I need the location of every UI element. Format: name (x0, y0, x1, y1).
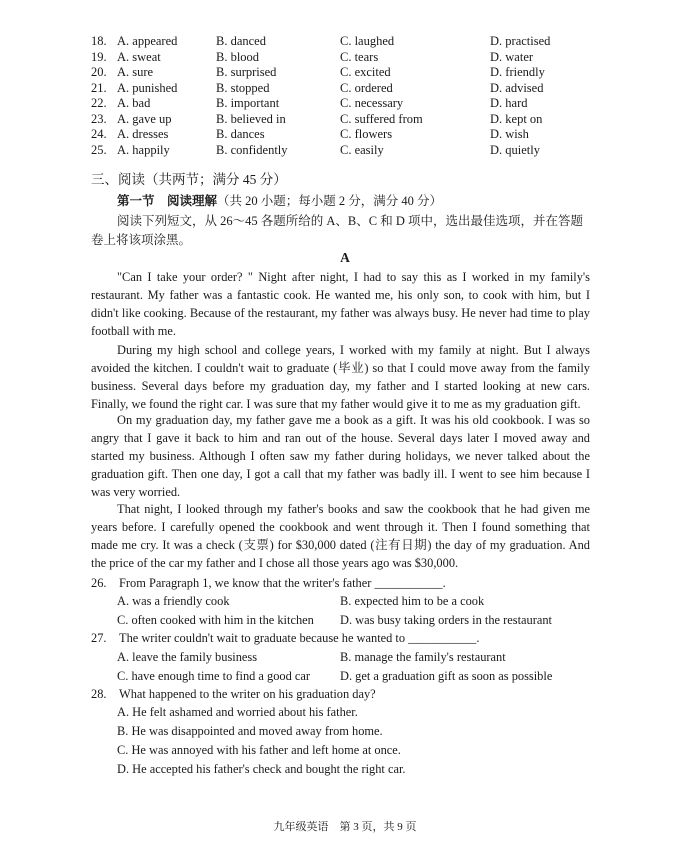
option-a: A. dresses (117, 127, 169, 141)
answer-option: A. leave the family business (117, 650, 258, 664)
paragraph: "Can I take your order? " Night after night, I had to say this as I worked in my family's restaurant. My father was a fantastic cook. He wanted me, his only son, to cook with him, but I didn't like cooking. Because of the restaurant, my father was always busy. He never had time to play football with me. (91, 270, 590, 338)
answer-option: D. He accepted his father's check and bought the right car. (117, 762, 406, 776)
option-c: C. tears (340, 49, 379, 64)
option-a: A. sweat (117, 49, 161, 64)
question-stem (91, 629, 479, 647)
question-number: 23. (91, 111, 107, 126)
option-b: B. stopped (216, 80, 270, 95)
question-text: What happened to the writer on his graduation day? (119, 687, 376, 701)
option-a: A. bad (117, 96, 151, 110)
question-text: The writer couldn't wait to graduate because he wanted to ___________. (119, 631, 480, 645)
question-number: 24. (91, 127, 107, 141)
answer-option: C. have enough time to find a good car (117, 669, 311, 683)
option-c: C. flowers (340, 127, 393, 141)
section-title: 三、阅读（共两节；满分 45 分） (91, 172, 287, 187)
page-footer: 九年级英语 第 3 页，共 9 页 (273, 821, 417, 833)
paragraph: On my graduation day, my father gave me a book as a gift. It was his old cookbook. I was so angry that I gave it back to him and ran out of the house. Several days later I moved away and started my business. Although I often saw my father during holidays, we never talked about the graduation gift. Then one day, I got a call that my father was badly ill. I went to see him because I was very worried. (91, 413, 590, 499)
answer-option: C. He was annoyed with his father and left home at once. (117, 743, 401, 757)
option-d: D. wish (490, 127, 529, 141)
option-d: D. water (490, 49, 534, 64)
answer-option: B. expected him to be a cook (340, 594, 485, 608)
question-number: 22. (91, 96, 107, 110)
answer-option: A. was a friendly cook (117, 594, 230, 608)
option-b: B. blood (216, 49, 260, 64)
question-number: 18. (91, 34, 107, 48)
answer-option: B. He was disappointed and moved away from home. (117, 724, 383, 738)
option-b: B. important (216, 96, 280, 110)
option-b: B. believed in (216, 111, 286, 126)
option-d: D. kept on (490, 111, 543, 126)
option-d: D. practised (490, 34, 551, 48)
option-a: A. sure (117, 65, 154, 79)
option-a: A. gave up (117, 111, 172, 126)
option-d: D. friendly (490, 65, 545, 79)
option-d: D. quietly (490, 142, 540, 157)
question-number: 21. (91, 80, 107, 95)
question-number: 20. (91, 65, 107, 79)
option-c: C. suffered from (340, 111, 423, 126)
question-number: 19. (91, 49, 107, 64)
option-a: A. happily (117, 142, 170, 157)
subsection-title (117, 191, 442, 209)
option-a: A. punished (117, 80, 178, 95)
option-b: B. danced (216, 34, 266, 48)
answer-option: A. He felt ashamed and worried about his father. (117, 705, 358, 719)
question-text: From Paragraph 1, we know that the writer's father ___________. (119, 576, 446, 590)
option-b: B. confidently (216, 142, 288, 157)
answer-option: D. get a graduation gift as soon as possible (340, 669, 553, 683)
option-c: C. laughed (340, 34, 395, 48)
answer-option: D. was busy taking orders in the restaurant (340, 613, 552, 627)
question-stem (91, 685, 376, 703)
option-c: C. easily (340, 142, 384, 157)
passage-title: A (340, 250, 350, 265)
subsection-name: 第一节 阅读理解 (117, 194, 218, 208)
option-c: C. ordered (340, 80, 393, 95)
question-number: 26. (91, 576, 107, 590)
instructions: 阅读下列短文，从 26～45 各题所给的 A、B、C 和 D 项中，选出最佳选项，并在答题卷上将该项涂黑。 (91, 214, 583, 247)
question-number: 27. (91, 631, 107, 645)
answer-option: C. often cooked with him in the kitchen (117, 613, 314, 627)
question-stem (91, 574, 446, 592)
answer-option: B. manage the family's restaurant (340, 650, 506, 664)
option-c: C. necessary (340, 96, 404, 110)
paragraph: That night, I looked through my father's books and saw the cookbook that he had given me years before. I carefully opened the cookbook and went through it. Then I found something that made me cry. It was a check (支票) for $30,000 dated (注有日期) the day of my graduation. And the price of the car my father and I chose all those years ago was $30,000. (91, 502, 590, 570)
option-b: B. surprised (216, 65, 277, 79)
option-d: D. advised (490, 80, 544, 95)
subsection-scoring: （共 20 小题；每小题 2 分，满分 40 分） (217, 194, 443, 208)
question-number: 28. (91, 687, 107, 701)
option-b: B. dances (216, 127, 265, 141)
paragraph: During my high school and college years, I worked with my family at night. But I always avoided the kitchen. I couldn't wait to graduate (毕业) so that I could move away from the family business. Several days before my graduation day, my father and I started looking at new cars. Finally, we found the right car. I was sure that my father would give it to me as my graduation gift. (91, 343, 590, 411)
option-c: C. excited (340, 65, 391, 79)
question-number: 25. (91, 142, 107, 157)
option-a: A. appeared (117, 34, 178, 48)
option-d: D. hard (490, 96, 528, 110)
